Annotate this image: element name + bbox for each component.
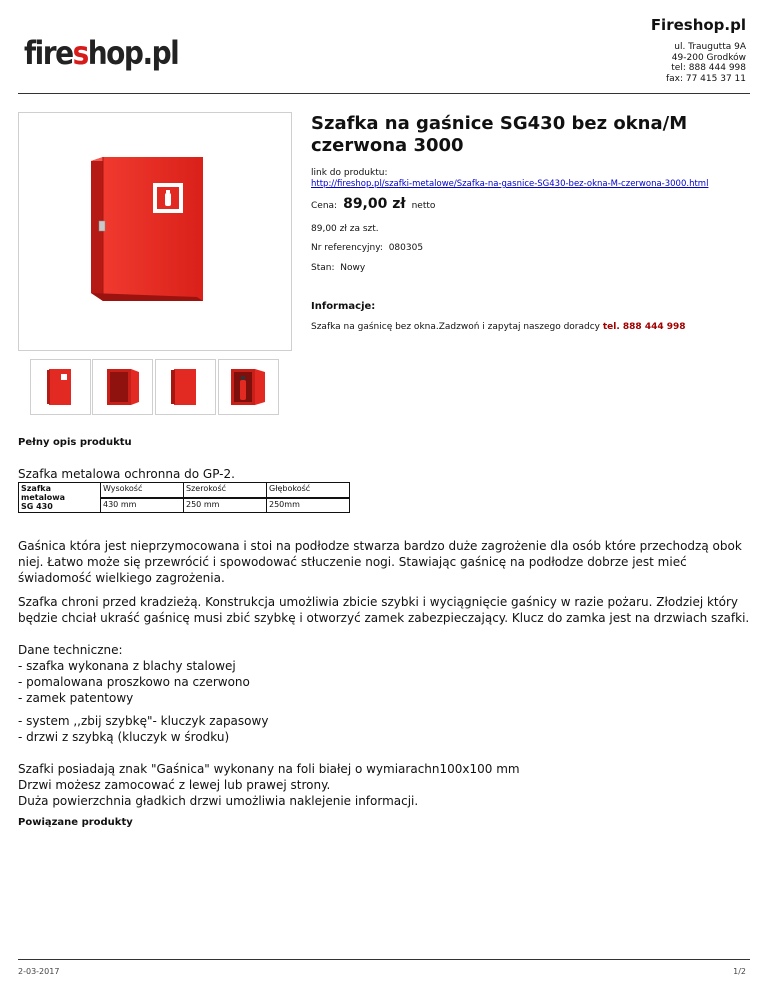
thumbnail-1[interactable] <box>30 359 91 415</box>
price-row <box>311 196 435 212</box>
thumbnail-3[interactable] <box>155 359 216 415</box>
reference-label: Nr referencyjny: <box>311 243 383 253</box>
spec-header-depth: Głębokość <box>267 483 350 498</box>
phone-number[interactable]: tel. 888 444 998 <box>602 322 686 332</box>
description-paragraph-2: Szafka chroni przed kradzieżą. Konstrukcja umożliwia zbicie szybki i wyciągnięcie gaśnicy w razie pożaru. Złodziej który będzie chciał ukraść gaśnicę musi zbić szybkę i otworzyć zamek zabezpieczający. Klucz do zamka jest na drzwiach szafki. <box>18 595 750 625</box>
extra-features: - system ,,zbij szybkę"- kluczyk zapasowy - drzwi z szybką (kluczyk w środku) <box>18 714 269 744</box>
spec-header-width: Szerokość <box>184 483 267 498</box>
spec-table <box>18 482 350 513</box>
fireshop-logo[interactable]: fireshop.pl <box>24 34 179 72</box>
info-heading: Informacje: <box>311 301 376 312</box>
technical-data: Dane techniczne: - szafka wykonana z blachy stalowej - pomalowana proszkowo na czerwono - zamek patentowy <box>18 643 250 705</box>
spec-value-height: 430 mm <box>101 498 184 513</box>
info-text: Szafka na gaśnicę bez okna.Zadzwoń i zapytaj naszego doradcy tel. 888 444 998 <box>311 322 686 332</box>
header-divider <box>18 93 750 94</box>
spec-value-depth: 250mm <box>267 498 350 513</box>
thumbnail-2[interactable] <box>92 359 153 415</box>
final-notes: Szafki posiadają znak "Gaśnica" wykonany na foli białej o wymiarachn100x100 mm Drzwi możesz zamocować z lewej lub prawej strony. Duża powierzchnia gładkich drzwi umożliwia naklejenie informacji. <box>18 762 520 808</box>
product-link-label: link do produktu: <box>311 168 388 178</box>
cabinet-thumb-icon <box>31 360 90 414</box>
spec-title: Szafka metalowa ochronna do GP-2. <box>18 467 235 481</box>
spec-header-height: Wysokość <box>101 483 184 498</box>
product-link[interactable]: http://fireshop.pl/szafki-metalowe/Szafka-na-gasnice-SG430-bez-okna-M-czerwona-3000.html <box>311 179 709 189</box>
cabinet-with-extinguisher-thumb-icon <box>219 360 278 414</box>
price-label: Cena: <box>311 201 338 211</box>
price-suffix: netto <box>411 201 436 211</box>
reference-value: 080305 <box>388 243 424 253</box>
spec-value-width: 250 mm <box>184 498 267 513</box>
cabinet-side-thumb-icon <box>156 360 215 414</box>
footer-divider <box>18 959 750 960</box>
cabinet-open-thumb-icon <box>93 360 152 414</box>
state-value: Nowy <box>340 263 366 273</box>
price-value: 89,00 zł <box>343 196 406 212</box>
related-products-heading: Powiązane produkty <box>18 817 133 828</box>
state-label: Stan: <box>311 263 335 273</box>
spec-table-label: Szafka metalowa SG 430 <box>19 483 101 513</box>
cabinet-illustration <box>19 113 291 350</box>
state-row <box>311 263 365 273</box>
page-number: 1/2 <box>733 967 746 976</box>
footer-date: 2-03-2017 <box>18 967 60 976</box>
reference-row <box>311 243 423 253</box>
description-paragraph-1: Gaśnica która jest nieprzymocowana i stoi na podłodze stwarza bardzo duże zagrożenie dla osób które przechodzą obok niej. Łatwo może się przewrócić i spowodować stłuczenie nogi. Stawiając gaśnicę na podłodze dobrze jest mieć świadomość wielkiego zagrożenia. <box>18 539 742 585</box>
shop-address: ul. Traugutta 9A 49-200 Grodków tel: 888 444 998 fax: 77 415 37 11 <box>665 42 746 84</box>
main-product-image[interactable] <box>18 112 292 351</box>
product-title: Szafka na gaśnice SG430 bez okna/M czerwona 3000 <box>311 113 688 156</box>
thumbnail-4[interactable] <box>218 359 279 415</box>
site-name: Fireshop.pl <box>650 16 746 34</box>
price-unit: 89,00 zł za szt. <box>311 224 379 234</box>
full-description-heading: Pełny opis produktu <box>18 437 132 448</box>
